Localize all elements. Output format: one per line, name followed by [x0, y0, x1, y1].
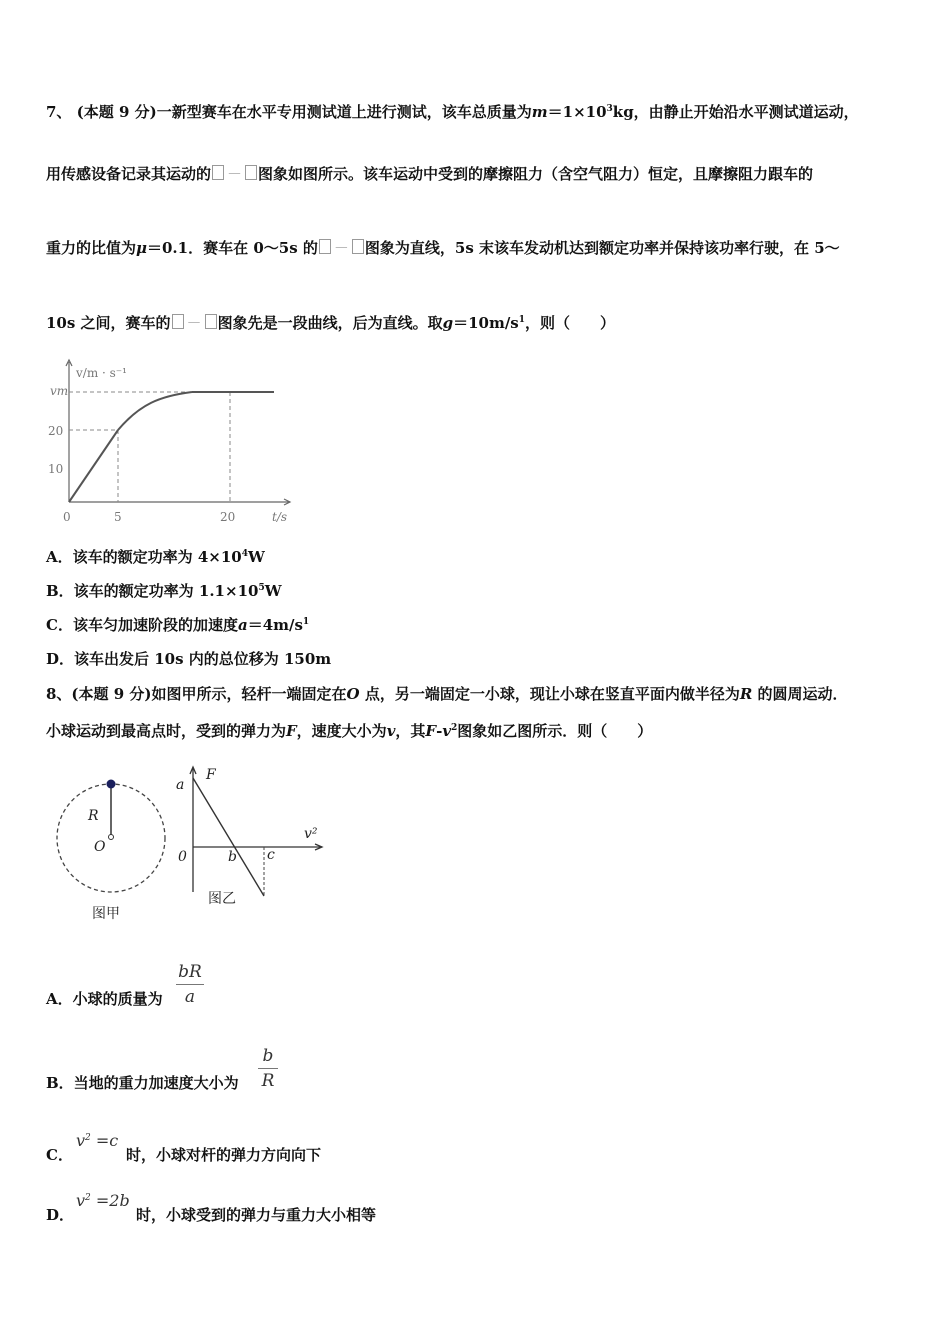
f-label: F	[206, 767, 216, 783]
q7-option-b	[46, 580, 282, 602]
x-tick-0: 0	[63, 510, 71, 524]
option-text: D．该车出发后 10s 内的总位移为 150m	[46, 650, 332, 668]
q7-text: ＝0.1．赛车在 0～5s 的	[147, 239, 318, 257]
q8-line-1	[46, 683, 848, 705]
q7-option-d	[46, 648, 331, 670]
placeholder-box	[205, 314, 217, 329]
radius-label: R	[88, 808, 99, 824]
fraction-b-over-R	[258, 1046, 278, 1091]
q8-text: ，速度大小为	[296, 722, 387, 740]
q7-text: 图象如图所示。该车运动中受到的摩擦阻力（含空气阻力）恒定，且摩擦阻力跟车的	[258, 165, 814, 183]
option-label: C．	[46, 1146, 73, 1164]
equation-v2-2b	[76, 1191, 130, 1210]
fraction-bar	[258, 1068, 278, 1069]
q8-text: ，其	[395, 722, 426, 740]
curve-segment	[118, 392, 192, 430]
c-label: c	[267, 847, 275, 863]
denominator: a	[184, 987, 196, 1007]
x-tick-20: 20	[220, 510, 236, 524]
dash: －	[227, 165, 243, 183]
force-symbol: F	[425, 722, 437, 740]
origin-label: 0	[178, 849, 187, 865]
q8-text: 8、(本题 9 分)如图甲所示，轻杆一端固定在	[46, 685, 347, 703]
mass-symbol: m	[531, 103, 548, 121]
placeholder-box	[172, 314, 184, 329]
exponent: 4	[241, 549, 249, 559]
option-text: A．该车的额定功率为 4×10	[46, 548, 242, 566]
q7-text: 10s 之间，赛车的	[46, 314, 171, 332]
q7-text: 图象为直线，5s 末该车发动机达到额定功率并保持该功率行驶，在 5～	[364, 239, 840, 257]
q7-line-2	[46, 163, 813, 185]
dash: －	[333, 239, 349, 257]
q8-option-c-text	[126, 1144, 321, 1166]
q8-text: 小球运动到最高点时，受到的弹力为	[46, 722, 287, 740]
ball	[107, 780, 116, 789]
point-o-symbol: O	[346, 685, 360, 703]
q7-text: 重力的比值为	[46, 239, 137, 257]
q8-text: 点，另一端固定一小球，现让小球在竖直平面内做半径为	[359, 685, 740, 703]
q7-text: kg，由静止开始沿水平测试道运动，	[612, 103, 859, 121]
option-text: C．该车匀加速阶段的加速度	[46, 616, 238, 634]
q7-option-c	[46, 614, 309, 636]
placeholder-box	[212, 165, 224, 180]
q7-score: (本题 9 分)	[76, 103, 157, 121]
exponent: 3	[606, 104, 613, 114]
figure-yi-caption: 图乙	[208, 891, 236, 907]
velocity-symbol: v	[442, 722, 452, 740]
velocity-symbol: v	[386, 722, 396, 740]
fraction-bR-over-a	[176, 962, 204, 1007]
denominator: R	[261, 1071, 275, 1091]
y-tick-20: 20	[48, 424, 64, 438]
option-text: B．该车的额定功率为 1.1×10	[46, 582, 259, 600]
v-symbol: v	[76, 1131, 86, 1150]
placeholder-box	[352, 239, 364, 254]
numerator: b	[262, 1046, 274, 1066]
y-tick-10: 10	[48, 462, 64, 476]
q7-text: 一新型赛车在水平专用测试道上进行测试，该车总质量为	[156, 103, 532, 121]
figure-jia-caption: 图甲	[92, 906, 120, 922]
radius-symbol: R	[739, 685, 753, 703]
exponent: 2	[451, 723, 458, 733]
q8-text: 的圆周运动．	[752, 685, 848, 703]
placeholder-box	[245, 165, 257, 180]
q7-text: 用传感设备记录其运动的	[46, 165, 212, 183]
exponent: 1	[518, 315, 526, 325]
q8-option-d-text	[136, 1204, 376, 1226]
option-text: 时，小球对杆的弹力方向向下	[126, 1146, 322, 1164]
option-text: A．小球的质量为	[46, 990, 163, 1008]
vt-graph	[40, 352, 300, 530]
exponent: 2	[85, 1133, 91, 1143]
q8-option-b	[46, 1072, 239, 1094]
q7-text: 图象先是一段曲线，后为直线。取	[217, 314, 443, 332]
q7-text: ，则（ ）	[525, 314, 616, 332]
equation-right: =2b	[90, 1191, 130, 1210]
q8-text: 图象如乙图所示．则（ ）	[457, 722, 653, 740]
exponent: 1	[302, 617, 310, 627]
q8-option-d	[46, 1204, 74, 1226]
acceleration-symbol: a	[237, 616, 248, 634]
q7-line-4	[46, 312, 615, 334]
figure-yi	[172, 762, 332, 912]
option-label: D．	[46, 1206, 75, 1224]
linear-segment	[69, 430, 118, 502]
mu-symbol: μ	[136, 239, 147, 257]
option-text: W	[264, 582, 282, 600]
option-text: W	[248, 548, 265, 566]
q8-text: -	[436, 722, 443, 740]
vm-label: vm	[50, 384, 69, 398]
option-text: B．当地的重力加速度大小为	[46, 1074, 239, 1092]
x-axis-label: t/s	[272, 510, 288, 524]
q7-text: ＝10m/s	[453, 314, 519, 332]
force-symbol: F	[286, 722, 297, 740]
equation-right: =c	[90, 1131, 119, 1150]
g-symbol: g	[442, 314, 454, 332]
numerator: bR	[178, 962, 202, 982]
exponent: 2	[85, 1193, 91, 1203]
option-text: ＝4m/s	[247, 616, 303, 634]
q8-option-a	[46, 988, 163, 1010]
figure-jia	[50, 770, 180, 930]
pivot-o	[109, 835, 114, 840]
q7-text: ＝1×10	[547, 103, 607, 121]
y-axis-label: v/m · s⁻¹	[76, 366, 127, 380]
v-symbol: v	[76, 1191, 86, 1210]
o-label: O	[94, 839, 106, 855]
q7-line-3	[46, 237, 840, 259]
placeholder-box	[319, 239, 331, 254]
q7-number: 7、	[46, 103, 72, 121]
v2-label: v²	[304, 826, 318, 842]
option-text: 时，小球受到的弹力与重力大小相等	[136, 1206, 377, 1224]
q8-line-2	[46, 720, 652, 742]
a-label: a	[176, 777, 185, 793]
q7-option-a	[46, 546, 265, 568]
dash: －	[186, 314, 202, 332]
x-tick-5: 5	[114, 510, 122, 524]
q8-option-c	[46, 1144, 73, 1166]
f-v2-line	[193, 778, 264, 896]
equation-v2-c	[76, 1131, 118, 1150]
exponent: 5	[258, 583, 265, 593]
q7-line-1	[46, 101, 859, 123]
fraction-bar	[176, 984, 204, 985]
b-label: b	[228, 849, 237, 865]
